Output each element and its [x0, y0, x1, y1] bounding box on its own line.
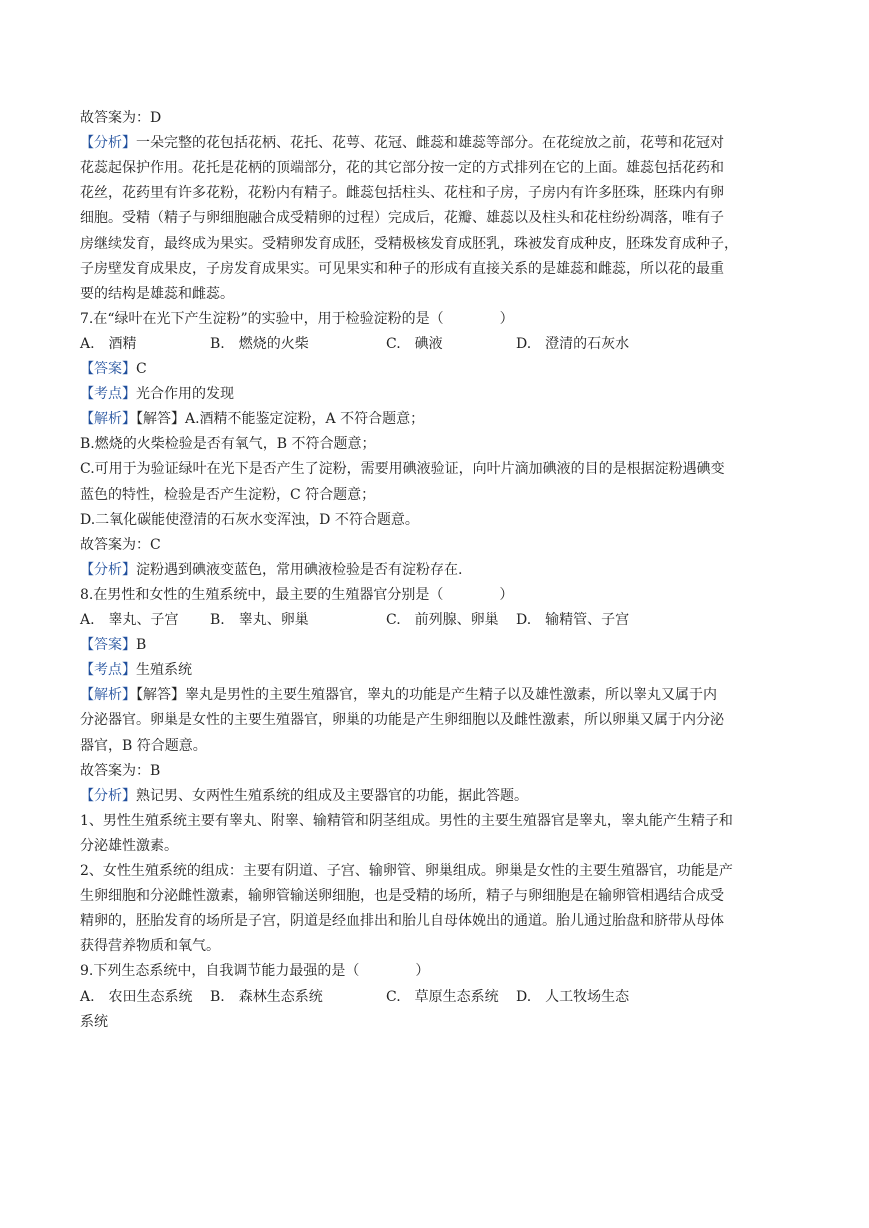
text-line: 生卵细胞和分泌雌性激素，输卵管输送卵细胞，也是受精的场所，精子与卵细胞是在输卵管相遇结合成受 — [80, 888, 724, 905]
text-line: 要的结构是雄蕊和雌蕊。 — [80, 285, 234, 302]
section-label: 【分析】 — [80, 135, 136, 152]
text-line: 蓝色的特性，检验是否产生淀粉，C 符合题意； — [80, 486, 376, 503]
option-a: A. 睾丸、子宫 — [80, 612, 179, 628]
section-label: 【考点】 — [80, 662, 136, 679]
labeled-line — [80, 633, 795, 657]
text-line: 花丝，花药里有许多花粉，花粉内有精子。雌蕊包括柱头、花柱和子房，子房内有许多胚珠，胚珠内有卵 — [80, 185, 724, 202]
option-c: C. 前列腺、卵巢 — [386, 612, 499, 628]
option-b: B. 睾丸、卵巢 — [210, 612, 309, 628]
text-line: 分泌器官。卵巢是女性的主要生殖器官，卵巢的功能是产生卵细胞以及雌性激素，所以卵巢又属于内分泌 — [80, 712, 724, 729]
text-line: 获得营养物质和氧气。 — [80, 938, 220, 955]
options-row — [80, 608, 795, 632]
section-text: 一朵完整的花包括花柄、花托、花萼、花冠、雌蕊和雄蕊等部分。在花绽放之前，花萼和花冠对 — [136, 135, 724, 152]
section-text: 生殖系统 — [136, 662, 192, 679]
option-a: A. 酒精 — [80, 335, 137, 352]
text-line: 房继续发育，最终成为果实。受精卵发育成胚，受精极核发育成胚乳，珠被发育成种皮，胚珠发育成种子， — [80, 235, 738, 252]
section-label: 【分析】 — [80, 561, 136, 578]
section-label: 【答案】 — [80, 637, 136, 654]
section-label: 【分析】 — [80, 787, 136, 804]
section-text: 【解答】A.酒精不能鉴定淀粉，A 不符合题意； — [136, 411, 425, 428]
text-line: 8.在男性和女性的生殖系统中，最主要的生殖器官分别是（ ） — [80, 586, 514, 603]
option-d: D. 澄清的石灰水 — [516, 335, 630, 352]
text-line: 细胞。受精（精子与卵细胞融合成受精卵的过程）完成后，花瓣、雄蕊以及柱头和花柱纷纷凋落，唯有子 — [80, 210, 724, 227]
text-line: 7.在“绿叶在光下产生淀粉”的实验中，用于检验淀粉的是（ ） — [80, 310, 514, 327]
text-line: 系统 — [80, 1013, 108, 1030]
options-row — [80, 332, 795, 356]
section-label: 【考点】 — [80, 386, 136, 403]
text-line: D.二氧化碳能使澄清的石灰水变浑浊，D 不符合题意。 — [80, 511, 419, 528]
text-line: 分泌雄性激素。 — [80, 837, 178, 854]
option-c: C. 碘液 — [386, 335, 443, 352]
text-line: 2、女性生殖系统的组成：主要有阴道、子宫、输卵管、卵巢组成。卵巢是女性的主要生殖器官，功能是产 — [80, 863, 733, 879]
text-line: B.燃烧的火柴检验是否有氧气，B 不符合题意； — [80, 436, 376, 453]
option-a: A. 农田生态系统 — [80, 988, 193, 1005]
text-line: 精卵的，胚胎发育的场所是子宫，阴道是经血排出和胎儿自母体娩出的通道。胎儿通过胎盘和脐带从母体 — [80, 913, 724, 930]
labeled-line — [80, 784, 795, 808]
section-label: 【答案】 — [80, 361, 136, 377]
text-line: 故答案为：B — [80, 762, 161, 779]
option-b: B. 燃烧的火柴 — [210, 335, 309, 352]
text-line: 1、男性生殖系统主要有睾丸、附睾、输精管和阴茎组成。男性的主要生殖器官是睾丸，睾丸能产生精子和 — [80, 812, 733, 829]
section-label: 【解析】 — [80, 687, 136, 704]
section-text: 光合作用的发现 — [136, 386, 234, 403]
text-line: 子房壁发育成果皮，子房发育成果实。可见果实和种子的形成有直接关系的是雄蕊和雌蕊，所以花的最重 — [80, 260, 724, 277]
text-line: C.可用于为验证绿叶在光下是否产生了淀粉，需要用碘液验证，向叶片滴加碘液的目的是根据淀粉遇碘变 — [80, 461, 725, 478]
option-d: D. 人工牧场生态 — [516, 988, 630, 1005]
text-line: 器官，B 符合题意。 — [80, 737, 207, 754]
labeled-line — [80, 407, 795, 431]
option-c: C. 草原生态系统 — [386, 988, 499, 1005]
text-line: 故答案为：C — [80, 536, 161, 553]
text-line: 花蕊起保护作用。花托是花柄的顶端部分，花的其它部分按一定的方式排列在它的上面。雄蕊包括花药和 — [80, 160, 724, 177]
section-text: C — [136, 361, 147, 377]
labeled-line — [80, 658, 795, 682]
labeled-line — [80, 382, 795, 406]
option-d: D. 输精管、子宫 — [516, 612, 630, 628]
labeled-line — [80, 683, 795, 707]
section-text: B — [136, 637, 147, 654]
option-b: B. 森林生态系统 — [210, 988, 323, 1005]
options-row — [80, 985, 795, 1009]
section-label: 【解析】 — [80, 411, 136, 428]
labeled-line — [80, 131, 795, 155]
text-line: 9.下列生态系统中，自我调节能力最强的是（ ） — [80, 963, 430, 980]
section-text: 熟记男、女两性生殖系统的组成及主要器官的功能，据此答题。 — [136, 787, 528, 804]
section-text: 淀粉遇到碘液变蓝色，常用碘液检验是否有淀粉存在. — [136, 561, 463, 578]
text-line: 故答案为：D — [80, 110, 162, 126]
section-text: 【解答】睾丸是男性的主要生殖器官，睾丸的功能是产生精子以及雄性激素，所以睾丸又属于内 — [136, 687, 717, 704]
labeled-line — [80, 558, 795, 582]
labeled-line — [80, 357, 795, 381]
